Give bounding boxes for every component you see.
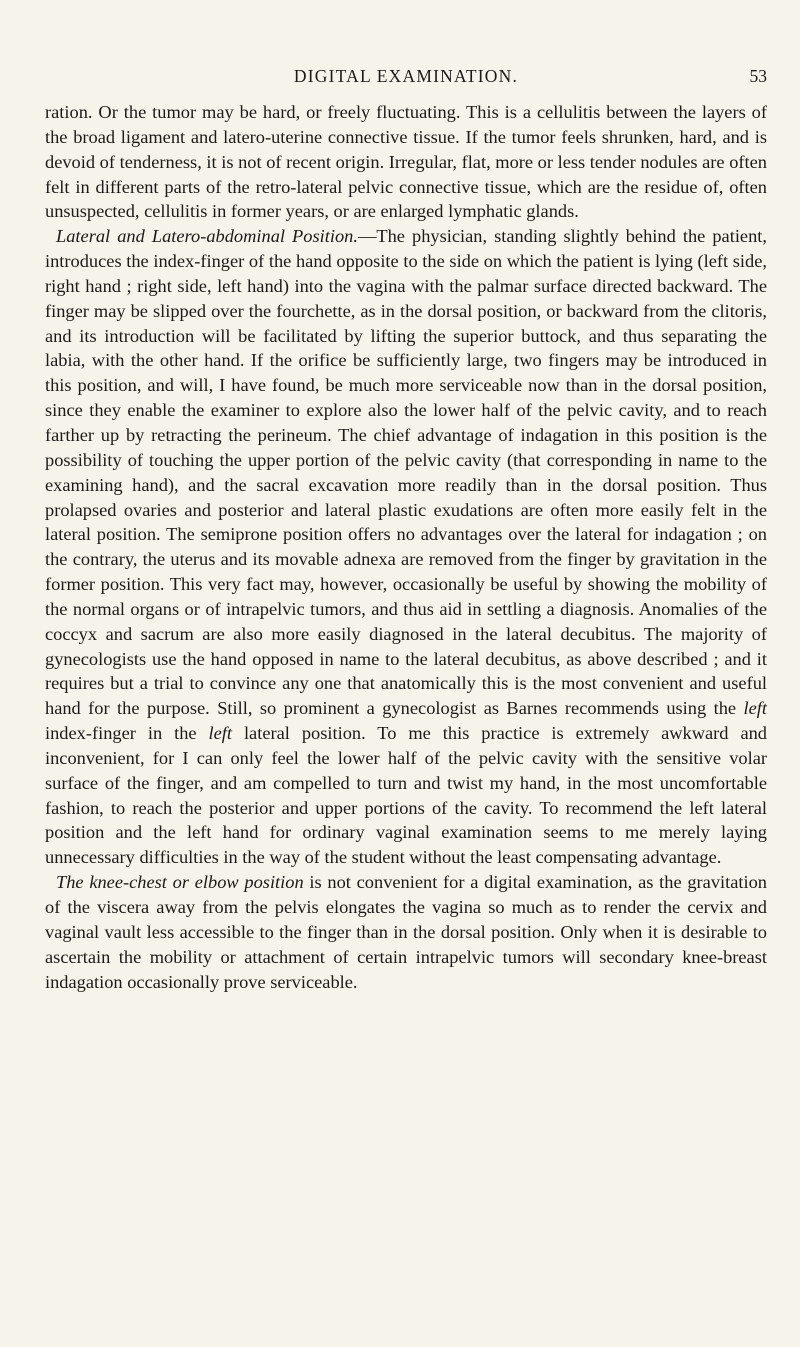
italic-left-1: left (743, 698, 767, 719)
paragraph-text: ration. Or the tumor may be hard, or freely fluctuating. This is a cellulitis between the layers of the broad ligament and latero-uterine connective tissue. If the tumor feels shrunken, hard, and is devoid of tenderness, it is not of recent origin. Irregular, flat, more or less tender nodules are often felt in different parts of the retro-lateral pelvic connective tissue, which are the residue of, often unsuspected, cellulitis in former years, or are enlarged lymphatic glands. (45, 102, 767, 222)
paragraph-knee-chest (45, 870, 767, 994)
paragraph-cellulitis (45, 100, 767, 224)
page-number: 53 (749, 66, 767, 86)
paragraph-text-2: index-finger in the (45, 723, 209, 744)
paragraph-text: —The physician, standing slightly behind the patient, introduces the index-finger of the hand opposite to the side on which the patient is lying (left side, right hand ; right side, left hand) into the vagina with the palmar surface directed backward. The finger may be slipped over the fourchette, as in the dorsal position, or backward from the clitoris, and its introduction will be facilitated by lifting the superior buttock, and thus separating the labia, with the other hand. If the orifice be sufficiently large, two fingers may be introduced in this position, and will, I have found, be much more serviceable now than in the dorsal position, since they enable the examiner to explore also the lower half of the pelvic cavity, and to reach farther up by retracting the perineum. The chief advantage of indagation in this position is the possibility of touching the upper portion of the pelvic cavity (that corresponding in name to the examining hand), and the sacral excavation more readily than in the dorsal position. Thus prolapsed ovaries and posterior and lateral plastic exudations are often more easily felt in the lateral position. The semiprone position offers no advantages over the lateral for indagation ; on the contrary, the uterus and its movable adnexa are removed from the finger by gravitation in the former position. This very fact may, however, occasionally be useful by showing the mobility of the normal organs or of intrapelvic tumors, and thus aid in settling a diagnosis. Anomalies of the coccyx and sacrum are also more easily diagnosed in the lateral decubitus. The majority of gynecologists use the hand opposed in name to the lateral decubitus, as above described ; and it requires but a trial to convince any one that anatomically this is the most convenient and useful hand for the purpose. Still, so prominent a gynecologist as Barnes recommends using the (45, 226, 767, 719)
section-heading-knee-chest: The knee-chest or elbow position (56, 872, 304, 893)
section-heading-lateral: Lateral and Latero-abdominal Position. (56, 226, 358, 247)
running-head (45, 66, 767, 88)
running-title: DIGITAL EXAMINATION. (293, 66, 519, 86)
paragraph-lateral-position (45, 224, 767, 870)
paragraph-text: is not convenient for a digital examination, as the gravitation of the viscera away from the pelvis elongates the vagina so much as to render the cervix and vaginal vault less accessible to the finger than in the dorsal position. Only when it is desirable to ascertain the mobility or attachment of certain intrapelvic tumors will secondary knee-breast indagation occasionally prove serviceable. (45, 872, 768, 992)
italic-left-2: left (208, 723, 232, 744)
body-text (45, 100, 767, 994)
paragraph-text-3: lateral position. To me this practice is extremely awkward and inconvenient, for I can only feel the lower half of the pelvic cavity with the sensitive volar surface of the finger, and am compelled to turn and twist my hand, in the most uncomfortable fashion, to reach the posterior and upper portions of the cavity. To recommend the left lateral position and the left hand for ordinary vaginal examination seems to me merely laying unnecessary difficulties in the way of the student without the least compensating advantage. (45, 723, 767, 868)
